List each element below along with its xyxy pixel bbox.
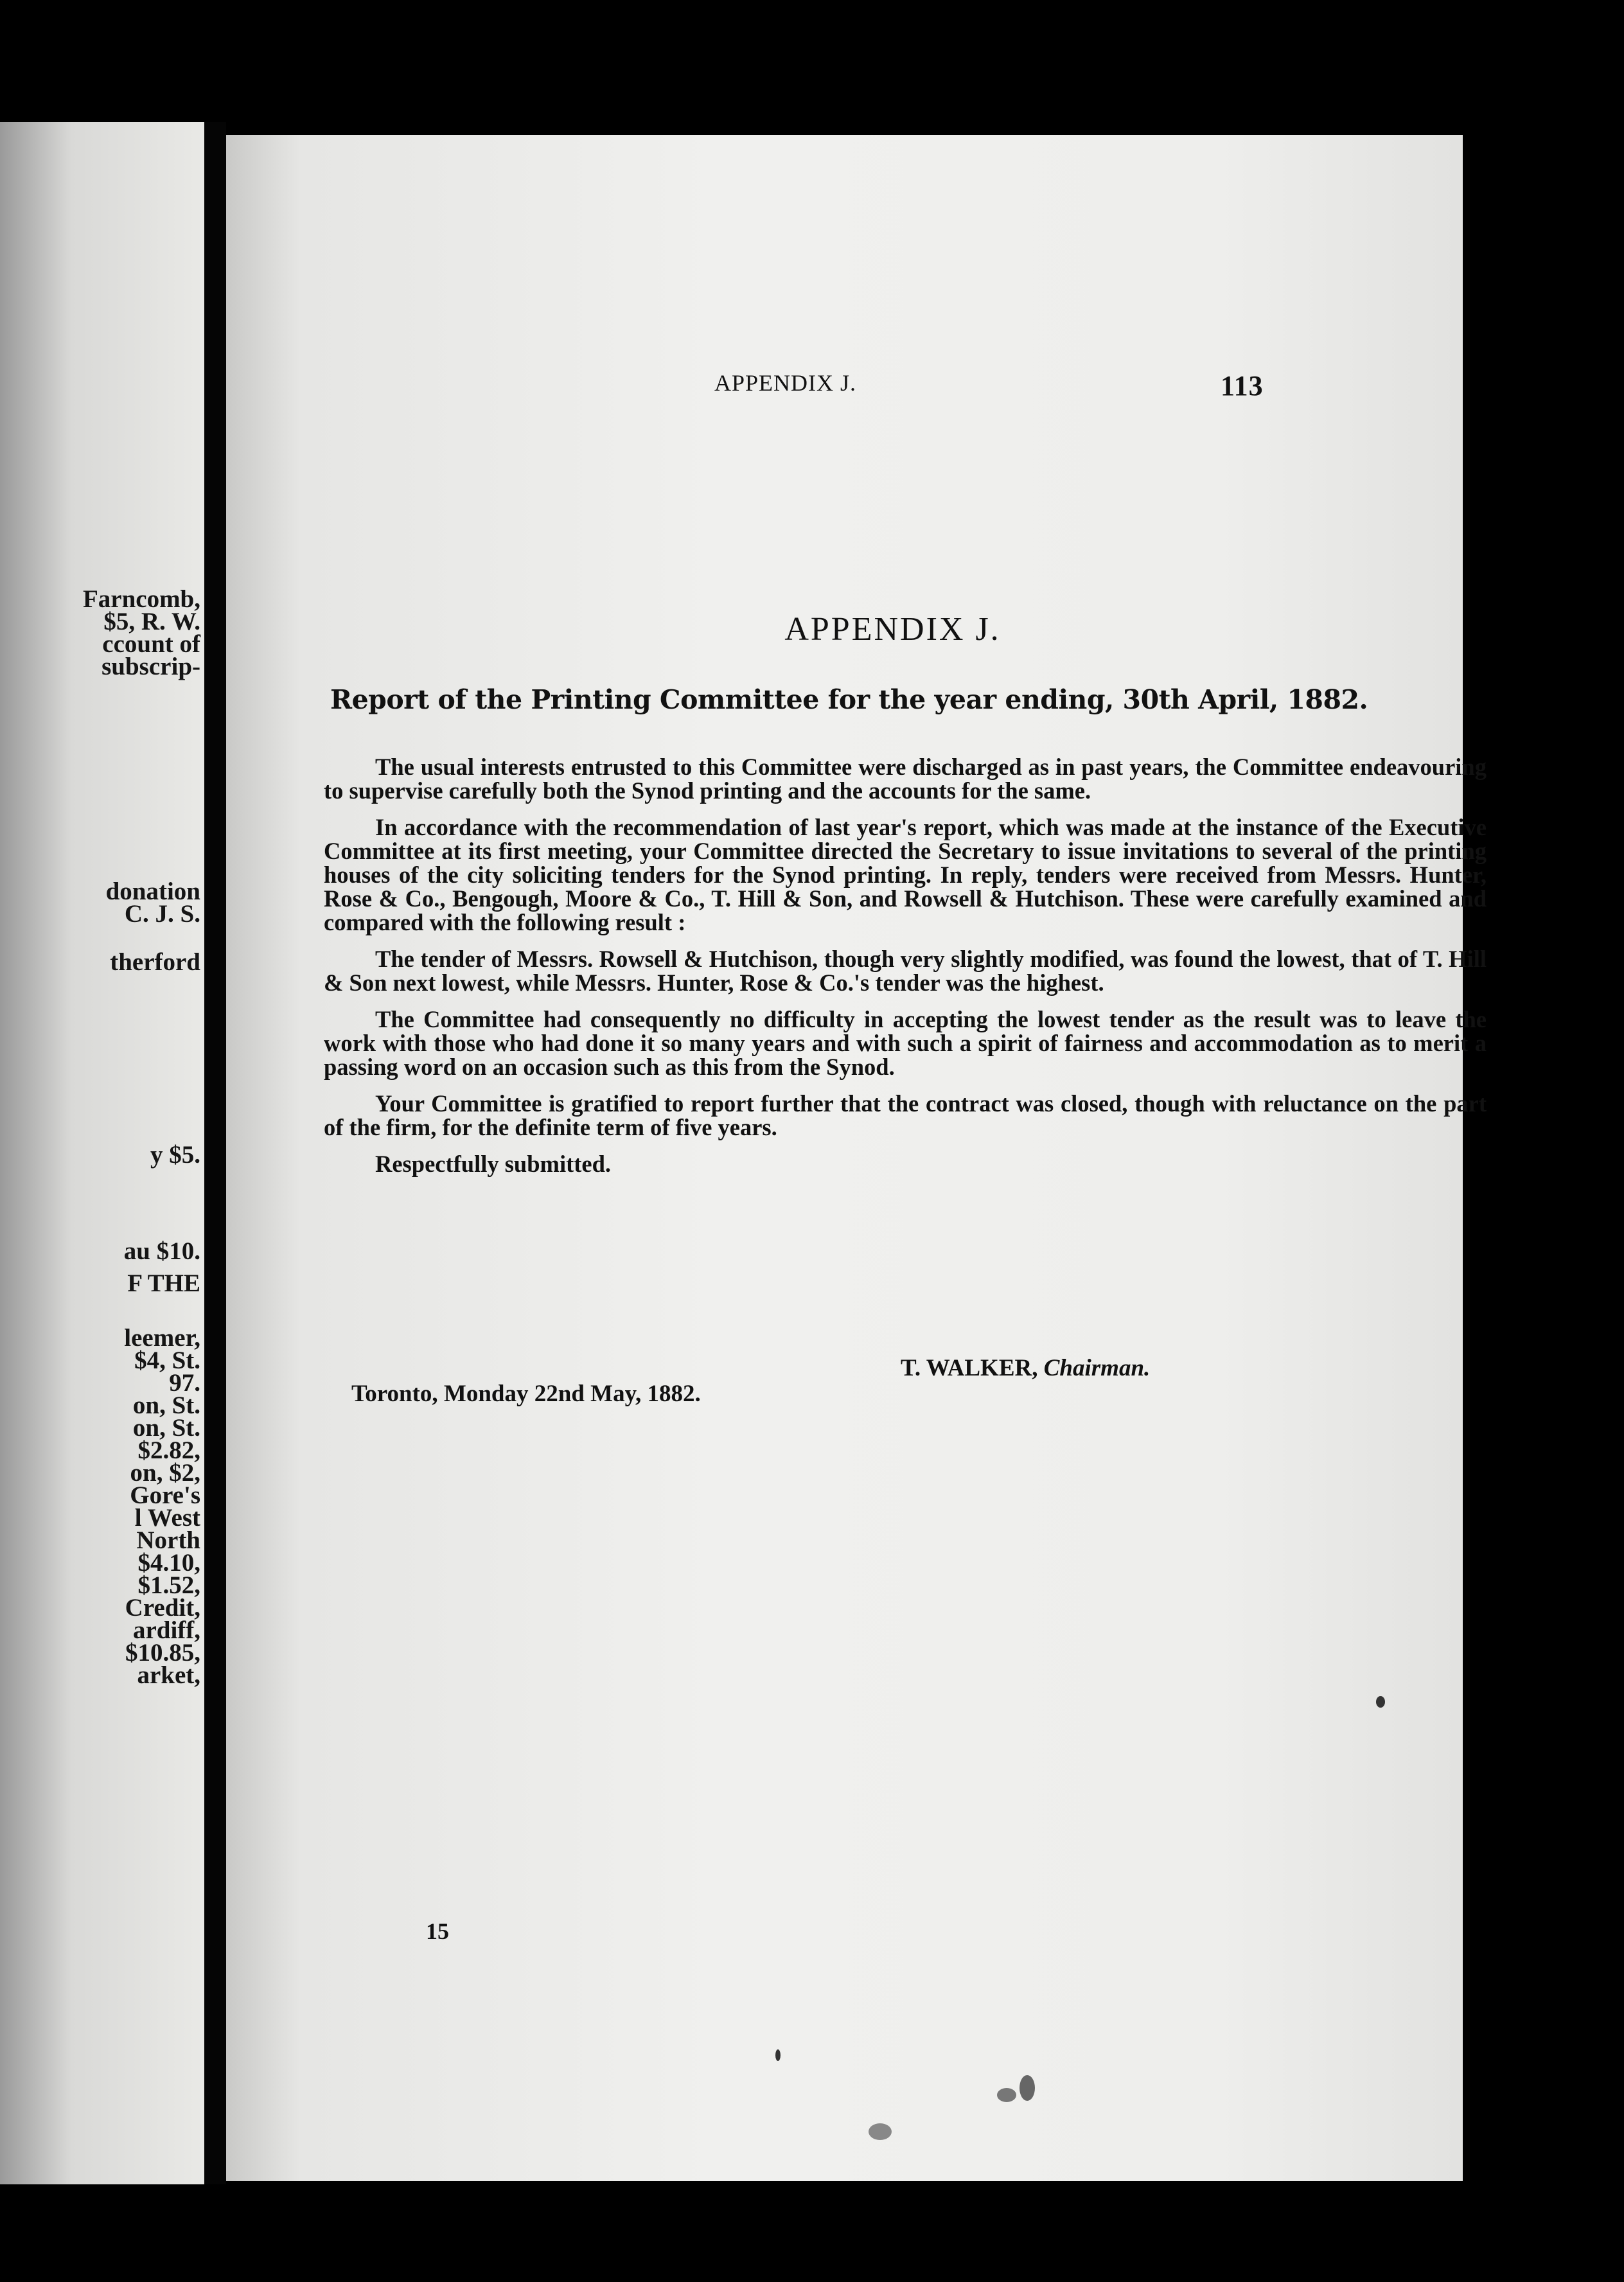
previous-page-line: donation bbox=[105, 878, 200, 905]
signature bbox=[901, 1354, 1150, 1382]
previous-page-line: C. J. S. bbox=[124, 900, 200, 928]
previous-page-line: ardiff, bbox=[132, 1616, 200, 1644]
page-number: 113 bbox=[1221, 370, 1264, 402]
previous-page-line: Gore's bbox=[130, 1482, 200, 1509]
previous-page-line: on, St. bbox=[132, 1392, 200, 1419]
report-body bbox=[324, 755, 1487, 1189]
scan-speck bbox=[869, 2123, 892, 2140]
previous-page-line: on, $2, bbox=[130, 1459, 200, 1487]
previous-page-line: $4.10, bbox=[137, 1549, 200, 1577]
previous-page-line: Farncomb, bbox=[82, 585, 200, 613]
previous-page-line: au $10. bbox=[123, 1237, 200, 1265]
scan-speck bbox=[1376, 1696, 1385, 1708]
paragraph: The Committee had consequently no difficulty in accepting the lowest tender as the result was to leave the work with those who had done it so many years and with such a spirit of fairness and accommodation as to merit a passing word on an occasion such as this from the Synod. bbox=[324, 1006, 1487, 1080]
signatory-name: T. WALKER, bbox=[901, 1355, 1038, 1381]
previous-page-fragment bbox=[0, 122, 204, 2184]
previous-page-line: 97. bbox=[169, 1369, 200, 1397]
appendix-title: APPENDIX J. bbox=[784, 611, 1001, 648]
report-heading: Report of the Printing Committee for the year ending, 30th April, 1882. bbox=[330, 684, 1368, 715]
date-line: Toronto, Monday 22nd May, 1882. bbox=[351, 1381, 701, 1407]
previous-page-line: $5, R. W. bbox=[103, 608, 200, 635]
previous-page-line: $4, St. bbox=[134, 1347, 200, 1374]
closing-line: Respectfully submitted. bbox=[375, 1151, 612, 1177]
previous-page-line: $2.82, bbox=[137, 1437, 200, 1464]
previous-page-line: y $5. bbox=[150, 1141, 200, 1169]
previous-page-line: leemer, bbox=[124, 1324, 200, 1352]
previous-page-line: $1.52, bbox=[137, 1571, 200, 1599]
page-gutter bbox=[204, 122, 226, 2184]
previous-page-line: arket, bbox=[137, 1661, 200, 1689]
document-page bbox=[226, 135, 1487, 2181]
previous-page-line: F THE bbox=[127, 1269, 200, 1297]
previous-page-line: on, St. bbox=[132, 1414, 200, 1442]
previous-page-line: l West bbox=[134, 1504, 200, 1532]
paragraph: The usual interests entrusted to this Committee were discharged as in past years, the Committee endeavouring to supervise carefully both the Synod printing and the accounts for the same. bbox=[324, 754, 1487, 804]
scan-speck bbox=[1019, 2075, 1035, 2101]
previous-page-line: North bbox=[136, 1526, 200, 1554]
scan-speck bbox=[997, 2088, 1016, 2102]
previous-page-line: Credit, bbox=[125, 1594, 200, 1622]
scan-speck bbox=[775, 2049, 781, 2061]
previous-page-line: subscrip- bbox=[102, 653, 200, 680]
previous-page-line: $10.85, bbox=[125, 1639, 200, 1667]
previous-page-line: therford bbox=[110, 948, 200, 976]
sheet-number: 15 bbox=[426, 1918, 449, 1944]
paragraph: In accordance with the recommendation of last year's report, which was made at the instance of the Executive Committee at its first meeting, your Committee directed the Secretary to issue invitations to several of the printing houses of the city soliciting tenders for the Synod printing. In reply, tenders were received from Messrs. Hunter, Rose & Co., Bengough, Moore & Co., T. Hill & Son, and Rowsell & Hutchison. These were carefully examined and compared with the following result : bbox=[324, 814, 1487, 935]
running-head-title: APPENDIX J. bbox=[714, 370, 857, 396]
paragraph: Your Committee is gratified to report further that the contract was closed, though with reluctance on the part of the firm, for the definite term of five years. bbox=[324, 1090, 1487, 1140]
previous-page-line: ccount of bbox=[102, 630, 200, 658]
paragraph: The tender of Messrs. Rowsell & Hutchison, though very slightly modified, was found the lowest, that of T. Hill & Son next lowest, while Messrs. Hunter, Rose & Co.'s tender was the highest. bbox=[324, 946, 1487, 996]
signatory-title: Chairman. bbox=[1043, 1355, 1151, 1381]
